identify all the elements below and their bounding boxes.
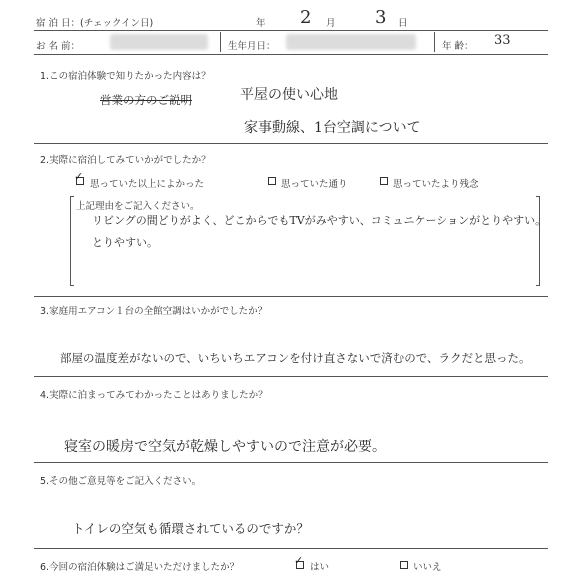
q2-option-2-checkbox[interactable] [268, 177, 276, 185]
reason-corner-tr [536, 196, 540, 205]
year-label: 年 [256, 18, 266, 29]
q2-reason-line2: とりやすい。 [92, 236, 158, 249]
q6-option-no-checkbox[interactable] [400, 561, 408, 569]
q2-option-1-label: 思っていた以上によかった [90, 179, 205, 190]
divider-q5 [34, 548, 548, 549]
reason-corner-br [536, 285, 540, 294]
header-sep-2 [434, 32, 435, 52]
q2-reason-label: 上記理由をご記入ください。 [76, 201, 200, 212]
check-mark-icon: ✓ [74, 170, 84, 183]
q6-label: 6.今回の宿泊体験はご満足いただけましたか？ [40, 562, 240, 573]
check-mark-icon: ✓ [294, 554, 304, 567]
q1-answer-line1: 平屋の使い心地 [240, 87, 338, 103]
q6-option-no-label: いいえ [413, 562, 442, 573]
month-label: 月 [326, 18, 336, 29]
q3-answer: 部屋の温度差がないので、いちいちエアコンを付け直さないで済むので、ラクだと思った。 [60, 351, 531, 365]
q1-struck-answer: 営業の方のご説明 [100, 93, 192, 107]
header-divider-1 [34, 30, 548, 31]
divider-q4 [34, 462, 548, 463]
q6-option-yes-label: はい [310, 562, 330, 573]
q1-label: 1.この宿泊体験で知りたかった内容は？ [40, 71, 211, 82]
q2-option-3-checkbox[interactable] [380, 177, 388, 185]
age-value: 33 [494, 33, 511, 48]
q5-answer: トイレの空気も循環されているのですか？ [72, 521, 309, 536]
day-label: 日 [398, 18, 408, 29]
reason-corner-tl [70, 196, 74, 205]
day-value: 3 [375, 7, 387, 28]
redacted-birthdate [286, 34, 416, 50]
redacted-name [110, 34, 208, 50]
reason-corner-bl [70, 285, 74, 294]
age-label: 年 齢： [442, 41, 474, 52]
q4-label: 4.実際に泊まってみてわかったことはありましたか？ [40, 390, 268, 401]
header-sep-1 [220, 32, 221, 52]
q5-label: 5.その他ご意見等をご記入ください。 [40, 476, 202, 487]
month-value: 2 [300, 7, 312, 28]
name-label: お 名 前： [36, 41, 81, 52]
divider-q1 [34, 143, 548, 144]
divider-q3 [34, 376, 548, 377]
q2-label: 2.実際に宿泊してみていかがでしたか？ [40, 155, 211, 166]
header-divider-2 [34, 54, 548, 55]
q3-label: 3.家庭用エアコン１台の全館空調はいかがでしたか？ [40, 306, 268, 317]
q2-option-3-label: 思っていたより残念 [393, 179, 479, 190]
birth-label: 生年月日： [228, 41, 276, 52]
q4-answer: 寝室の暖房で空気が乾燥しやすいので注意が必要。 [64, 439, 386, 455]
q2-option-2-label: 思っていた通り [281, 179, 348, 190]
stay-date-label: 宿 泊 日：(チェックイン日) [36, 18, 154, 29]
q2-reason-line1: リビングの間どりがよく、どこからでもTVがみやすい、コミュニケーションがとりやすい。 [92, 214, 547, 227]
divider-q2 [34, 296, 548, 297]
q1-answer-line2: 家事動線、1台空調について [244, 120, 421, 136]
